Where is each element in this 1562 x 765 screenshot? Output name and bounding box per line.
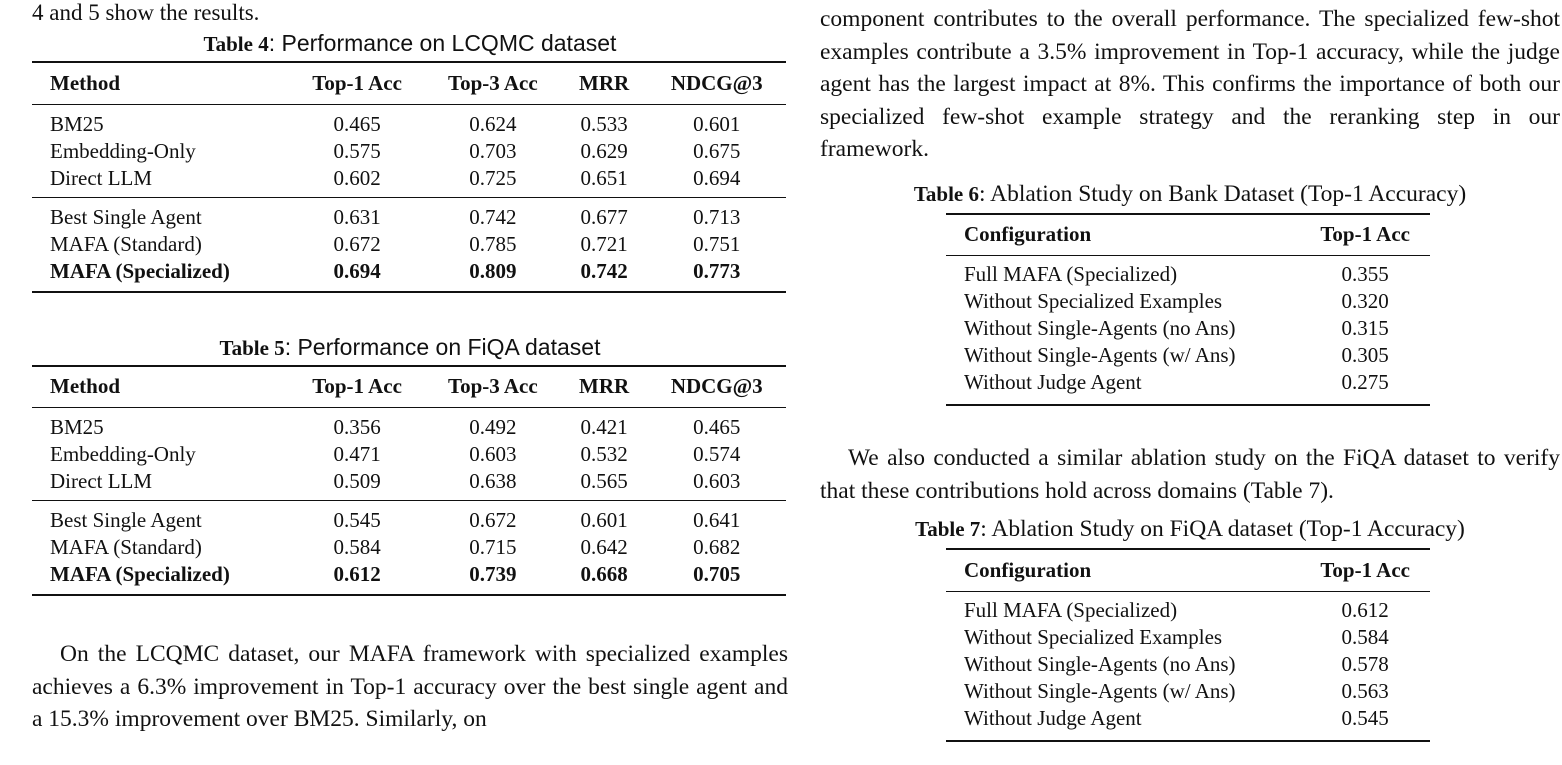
table-row: [946, 288, 1430, 315]
table-row: [946, 678, 1430, 705]
table5-caption: [32, 333, 788, 362]
table-cell: 0.642: [580, 535, 628, 559]
table-row: [32, 501, 786, 535]
table-cell: 0.584: [1341, 624, 1389, 649]
table7-header-top1: Top-1 Acc: [1320, 557, 1410, 582]
table-row: [946, 256, 1430, 289]
table-cell: 0.575: [333, 138, 381, 163]
table-cell: 0.563: [1341, 678, 1389, 703]
table-cell: 0.651: [580, 165, 628, 190]
table-cell: Without Single-Agents (no Ans): [964, 651, 1236, 676]
table6-header-top1: Top-1 Acc: [1320, 222, 1410, 247]
table-row: [32, 534, 786, 561]
table4-caption-text: : Performance on LCQMC dataset: [268, 30, 617, 56]
table6-number: Table 6: [913, 181, 979, 206]
table7-caption-text: : Ablation Study on FiQA dataset (Top-1 Accuracy): [980, 516, 1465, 542]
table-cell: Embedding-Only: [50, 442, 196, 466]
table-row: [32, 441, 786, 468]
table-row: [946, 624, 1430, 651]
table-cell: Without Specialized Examples: [964, 624, 1223, 649]
table-cell: 0.578: [1341, 651, 1389, 676]
table-cell: 0.584: [333, 535, 381, 559]
table-cell: Direct LLM: [50, 165, 153, 190]
table-cell: MAFA (Standard): [50, 535, 202, 559]
table-cell: MAFA (Standard): [50, 231, 202, 256]
table-cell: Best Single Agent: [50, 508, 202, 532]
table-row: [946, 369, 1430, 405]
table-cell: 0.602: [333, 165, 381, 190]
table-cell: 0.629: [580, 138, 628, 163]
table-cell: 0.677: [580, 204, 628, 229]
table6: [946, 213, 1430, 407]
table-cell: 0.809: [469, 258, 517, 283]
table-cell: 0.672: [469, 508, 517, 532]
table-cell: 0.742: [469, 204, 517, 229]
table-cell: 0.465: [333, 111, 381, 136]
table5-header-top1: Top-1 Acc: [312, 374, 402, 399]
table5-header-ndcg: NDCG@3: [670, 374, 763, 399]
table-cell: 0.533: [580, 111, 628, 136]
table-row: [946, 342, 1430, 369]
table-cell: 0.721: [580, 231, 628, 256]
table-row: [32, 104, 786, 138]
table7-caption: [820, 515, 1560, 543]
table4-header-ndcg: NDCG@3: [670, 70, 763, 95]
table-cell: Full MAFA (Specialized): [964, 262, 1178, 286]
table-cell: 0.725: [469, 165, 517, 190]
table4-header-top3: Top-3 Acc: [447, 70, 538, 95]
table-cell: 0.773: [693, 258, 741, 283]
table5-number: Table 5: [219, 335, 285, 360]
table-cell: 0.509: [333, 469, 381, 493]
table-cell: 0.638: [469, 469, 517, 493]
table-cell: 0.356: [333, 415, 381, 439]
table-cell: 0.574: [693, 442, 741, 466]
table-cell: 0.612: [1341, 597, 1389, 622]
middle-paragraph: We also conducted a similar ablation study on the FiQA dataset to verify that these contributions hold across domains (Table 7).: [820, 445, 1560, 504]
table5-header-mrr: MRR: [579, 374, 630, 399]
table-cell: 0.601: [580, 508, 628, 532]
table4: [32, 61, 786, 293]
table-cell: 0.694: [693, 165, 741, 190]
table6-caption: [820, 180, 1560, 208]
table-cell: 0.624: [469, 111, 517, 136]
table4-header-method: Method: [50, 70, 120, 95]
table-cell: Embedding-Only: [50, 138, 196, 163]
table-cell: 0.682: [693, 535, 741, 559]
table-cell: 0.739: [469, 562, 517, 586]
table6-caption-text: : Ablation Study on Bank Dataset (Top-1 Accuracy): [978, 180, 1467, 207]
table7-number: Table 7: [915, 517, 981, 541]
table-cell: 0.355: [1341, 262, 1389, 286]
table4-caption: [32, 29, 788, 58]
table-cell: 0.715: [469, 535, 517, 559]
table-row: [32, 408, 786, 442]
table5: [32, 365, 786, 597]
table5-header-top3: Top-3 Acc: [447, 374, 538, 399]
table5-header-method: Method: [50, 374, 120, 399]
table-cell: 0.668: [580, 562, 628, 586]
table-cell: BM25: [50, 111, 104, 136]
table-cell: Without Judge Agent: [964, 370, 1142, 394]
table-cell: 0.565: [580, 469, 628, 493]
table4-header-mrr: MRR: [579, 70, 630, 95]
table-cell: 0.601: [693, 111, 741, 136]
table-row: [32, 197, 786, 231]
table-cell: Without Single-Agents (w/ Ans): [964, 678, 1236, 703]
table-cell: 0.492: [469, 415, 517, 439]
table-cell: 0.631: [333, 204, 381, 229]
table-cell: Without Specialized Examples: [964, 289, 1223, 313]
table-cell: 0.641: [693, 508, 741, 532]
table-cell: 0.465: [693, 415, 741, 439]
table7-header-config: Configuration: [964, 557, 1092, 582]
table7: [946, 548, 1430, 742]
table-cell: 0.532: [580, 442, 628, 466]
table-row-best: [32, 258, 786, 292]
table-cell: 0.603: [469, 442, 517, 466]
table-cell: 0.612: [333, 562, 381, 586]
left-column: [32, 0, 788, 736]
table-cell: Best Single Agent: [50, 204, 202, 229]
table-cell: 0.785: [469, 231, 517, 256]
top-fragment: 4 and 5 show the results.: [32, 0, 260, 25]
table-cell: BM25: [50, 415, 104, 439]
table-cell: 0.742: [580, 258, 628, 283]
table-cell: Direct LLM: [50, 469, 153, 493]
table4-header-top1: Top-1 Acc: [312, 70, 402, 95]
table-cell: 0.275: [1341, 370, 1389, 394]
table-cell: Full MAFA (Specialized): [964, 597, 1178, 622]
top-paragraph: component contributes to the overall performance. The specialized few-shot examples contribute a 3.5% improvement in Top-1 accuracy, while the judge agent has the largest impact at 8%. This confirms the importance of both our specialized few-shot example strategy and the reranking step in our framework.: [820, 6, 1560, 162]
table-row: [32, 165, 786, 198]
table-cell: MAFA (Specialized): [50, 562, 230, 586]
table-cell: 0.703: [469, 138, 517, 163]
table-cell: Without Single-Agents (no Ans): [964, 316, 1236, 340]
table-row-best: [32, 561, 786, 595]
table-row: [946, 315, 1430, 342]
table5-caption-text: : Performance on FiQA dataset: [284, 333, 601, 360]
table-cell: 0.694: [333, 258, 381, 283]
table-row: [946, 651, 1430, 678]
table-row: [32, 138, 786, 165]
right-column: [820, 0, 1560, 742]
table-cell: 0.471: [333, 442, 381, 466]
table-cell: MAFA (Specialized): [50, 258, 230, 283]
table-row: [32, 468, 786, 501]
table-cell: 0.421: [580, 415, 628, 439]
table-cell: 0.675: [693, 138, 741, 163]
table4-number: Table 4: [203, 32, 269, 56]
table-cell: Without Single-Agents (w/ Ans): [964, 343, 1236, 367]
table-cell: Without Judge Agent: [964, 705, 1142, 730]
table-cell: 0.305: [1341, 343, 1389, 367]
table-cell: 0.603: [693, 469, 741, 493]
table-cell: 0.320: [1341, 289, 1389, 313]
table-row: [32, 231, 786, 258]
table-cell: 0.315: [1341, 316, 1389, 340]
table-row: [946, 591, 1430, 624]
table-cell: 0.545: [1341, 705, 1389, 730]
table-cell: 0.705: [693, 562, 741, 586]
table6-header-config: Configuration: [964, 222, 1092, 247]
table-row: [946, 705, 1430, 741]
bottom-paragraph: On the LCQMC dataset, our MAFA framework with specialized examples achieves a 6.3% improvement in Top-1 accuracy over the best single agent and a 15.3% improvement over BM25. Similarly, on: [32, 641, 788, 732]
table-cell: 0.713: [693, 204, 741, 229]
table-cell: 0.545: [333, 508, 381, 532]
table-cell: 0.751: [693, 231, 741, 256]
table-cell: 0.672: [333, 231, 381, 256]
